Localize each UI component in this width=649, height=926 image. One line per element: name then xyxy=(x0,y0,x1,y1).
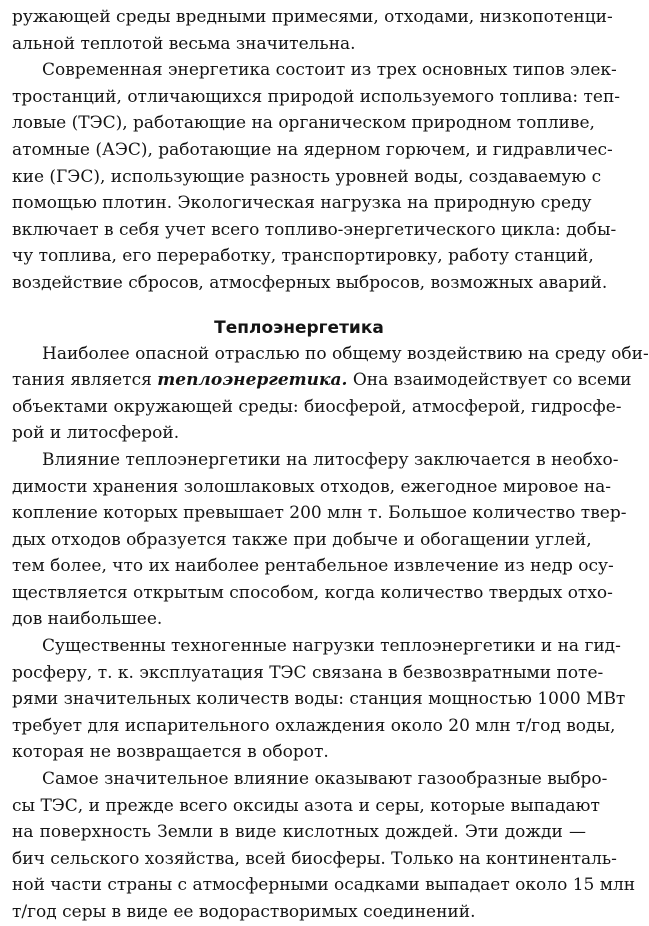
section-heading: Теплоэнергетика xyxy=(214,317,384,338)
text-line: Влияние теплоэнергетики на литосферу заключается в необхо- xyxy=(42,449,619,470)
text-line: рями значительных количеств воды: станция мощностью 1000 МВт xyxy=(12,689,626,710)
text-line: включает в себя учет всего топливо-энергетического цикла: добы- xyxy=(12,219,617,240)
text-line: росферу, т. к. эксплуатация ТЭС связана в безвозвратными поте- xyxy=(12,662,604,683)
text-line: Современная энергетика состоит из трех основных типов элек- xyxy=(42,60,617,81)
text-line: чу топлива, его переработку, транспортировку, работу станций, xyxy=(12,246,594,267)
paragraph-gas-emissions xyxy=(12,766,636,926)
text-segment: Она взаимодействует со всеми xyxy=(347,370,632,391)
paragraph-hydrosphere xyxy=(12,633,626,766)
text-line: альной теплотой весьма значительна. xyxy=(12,33,356,54)
text-line: Существенны техногенные нагрузки теплоэнергетики и на гид- xyxy=(42,636,621,657)
text-line: сы ТЭС, и прежде всего оксиды азота и серы, которые выпадают xyxy=(12,795,600,816)
text-line: объектами окружающей среды: биосферой, атмосферой, гидросфе- xyxy=(12,396,622,417)
text-line: ществляется открытым способом, когда количество твердых отхо- xyxy=(12,582,613,603)
text-line: Наиболее опасной отраслью по общему воздействию на среду оби- xyxy=(42,343,649,364)
text-line: димости хранения золошлаковых отходов, ежегодное мировое на- xyxy=(12,476,612,497)
paragraph-energy-types xyxy=(12,57,621,296)
text-line: на поверхность Земли в виде кислотных дождей. Эти дожди — xyxy=(12,822,586,843)
text-line: дых отходов образуется также при добыче и обогащении углей, xyxy=(12,529,592,550)
text-line: атомные (АЭС), работающие на ядерном горючем, и гидравличес- xyxy=(12,139,613,160)
section-gap xyxy=(12,297,586,315)
text-line: Самое значительное влияние оказывают газообразные выбро- xyxy=(42,769,608,790)
text-line: ружающей среды вредными примесями, отходами, низкопотенци- xyxy=(12,7,613,27)
text-line: воздействие сбросов, атмосферных выбросов, возможных аварий. xyxy=(12,272,608,293)
text-line: требует для испарительного охлаждения около 20 млн т/год воды, xyxy=(12,715,616,736)
text-line: тем более, что их наиболее рентабельное извлечение из недр осу- xyxy=(12,556,614,577)
paragraph-most-dangerous-branch xyxy=(12,341,649,447)
text-line: рой и литосферой. xyxy=(12,423,180,444)
emphasized-term: теплоэнергетика. xyxy=(157,370,348,391)
text-line: дов наибольшее. xyxy=(12,609,163,630)
text-line: которая не возвращается в оборот. xyxy=(12,742,329,763)
text-segment: тания является xyxy=(12,370,158,391)
text-line xyxy=(12,367,632,394)
paragraph-intro xyxy=(12,4,613,57)
text-line: копление которых превышает 200 млн т. Большое количество твер- xyxy=(12,503,627,524)
text-line: ной части страны с атмосферными осадками выпадает около 15 млн xyxy=(12,875,636,896)
paragraph-lithosphere xyxy=(12,447,627,633)
text-line: ловые (ТЭС), работающие на органическом природном топливе, xyxy=(12,113,595,134)
text-line: бич сельского хозяйства, всей биосферы. Только на континенталь- xyxy=(12,848,617,869)
text-line: тростанций, отличающихся природой используемого топлива: теп- xyxy=(12,86,621,107)
text-line: т/год серы в виде ее водорастворимых соединений. xyxy=(12,902,476,922)
text-line: помощью плотин. Экологическая нагрузка на природную среду xyxy=(12,193,592,214)
text-line: кие (ГЭС), использующие разность уровней воды, создаваемую с xyxy=(12,166,602,187)
